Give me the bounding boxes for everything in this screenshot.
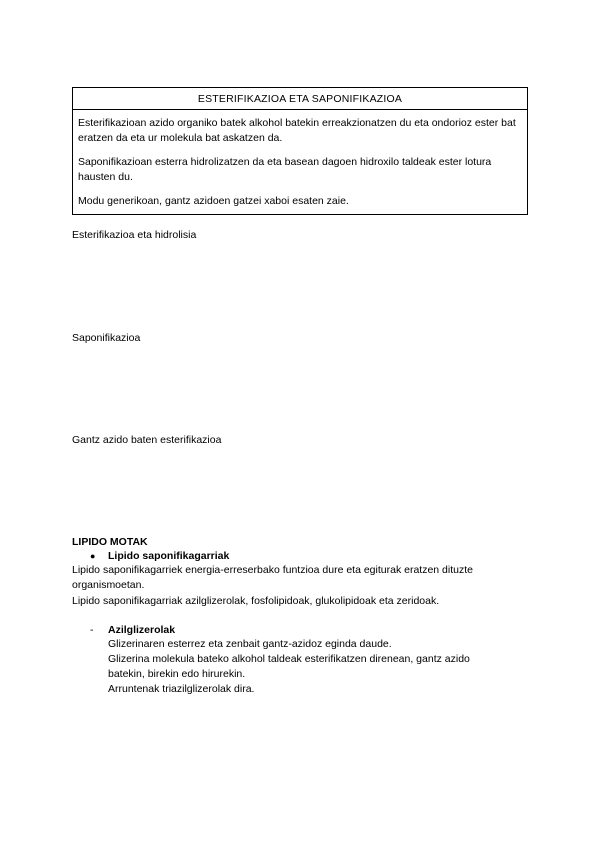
acylglycerol-line-2: Glizerina molekula bateko alkohol taldeak esterifikatzen direnean, gantz azido batekin, birekin edo hirurekin.	[108, 653, 470, 680]
bullet-label: Lipido saponifikagarriak	[108, 550, 230, 562]
lipid-paragraph-function: Lipido saponifikagarriek energia-erreserbako funtzioa dure eta egiturak eratzen dituzte organismoetan.	[72, 564, 473, 591]
bullet-icon: ●	[90, 551, 96, 561]
dash-list-item	[90, 623, 175, 638]
box-paragraph-soap: Modu generikoan, gantz azidoen gatzei xaboi esaten zaie.	[78, 195, 349, 207]
box-title: ESTERIFIKAZIOA ETA SAPONIFIKAZIOA	[73, 88, 527, 110]
acylglycerol-line-3: Arruntenak triazilglizerolak dira.	[108, 683, 255, 695]
section-heading-lipid-types: LIPIDO MOTAK	[72, 536, 148, 548]
caption-fatty-acid: Gantz azido baten esterifikazioa	[72, 434, 222, 446]
caption-esterification: Esterifikazioa eta hidrolisia	[72, 229, 197, 241]
box-body	[73, 110, 527, 214]
dash-marker: -	[90, 624, 94, 636]
dash-item-title: Azilglizerolak	[108, 624, 176, 636]
box-paragraph-saponification: Saponifikazioan esterra hidrolizatzen da eta basean dagoen hidroxilo taldeak ester lotura hausten du.	[78, 156, 492, 183]
box-paragraph-esterification: Esterifikazioan azido organiko batek alkohol batekin erreakzionatzen du eta ondorioz ester bat eratzen da eta ur molekula bat askatzen da.	[78, 117, 516, 144]
caption-saponification: Saponifikazioa	[72, 332, 141, 344]
lipid-paragraph-types: Lipido saponifikagarriak azilglizerolak, fosfolipidoak, glukolipidoak eta zeridoak.	[72, 595, 440, 607]
bullet-list-item	[90, 549, 229, 564]
acylglycerol-line-1: Glizerinaren esterrez eta zenbait gantz-azidoz eginda daude.	[108, 638, 392, 650]
definition-box	[72, 87, 528, 215]
